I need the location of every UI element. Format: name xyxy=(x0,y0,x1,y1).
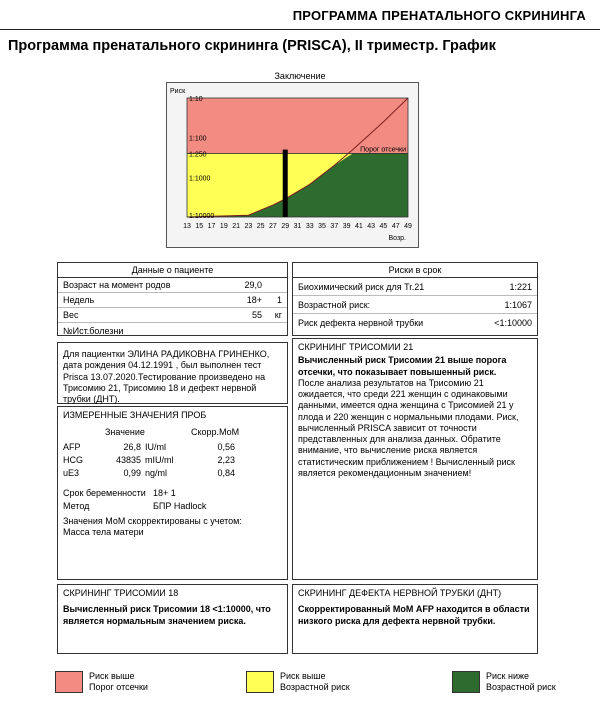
band-above-cutoff xyxy=(187,98,408,153)
method-value: БПР Hadlock xyxy=(153,500,207,511)
col-value-header: Значение xyxy=(105,427,145,438)
analyte-unit: IU/ml xyxy=(145,441,166,452)
cutoff-label: Порог отсечки xyxy=(360,146,406,154)
trisomy21-title: СКРИНИНГ ТРИСОМИИ 21 xyxy=(298,342,414,352)
y-tick-label: 1:10 xyxy=(189,96,203,103)
risk-row-label: Риск дефекта нервной трубки xyxy=(298,318,424,329)
x-tick-label: 49 xyxy=(404,223,412,230)
legend-swatch-high-cutoff xyxy=(55,671,83,693)
x-tick-label: 27 xyxy=(269,223,277,230)
patient-row-label: Вес xyxy=(63,310,79,321)
x-tick-label: 39 xyxy=(342,223,351,230)
patient-row-unit: кг xyxy=(274,310,282,321)
analyte-name: HCG xyxy=(63,454,83,465)
patient-row xyxy=(58,308,287,323)
x-tick-label: 25 xyxy=(256,223,265,230)
patient-data-panel xyxy=(57,262,288,336)
risk-row-value: 1:1067 xyxy=(504,299,532,310)
measured-row xyxy=(58,454,287,467)
patient-data-title: Данные о пациенте xyxy=(58,263,287,278)
ntd-conclusion: Скорректированный МоМ AFP находится в области низкого риска для дефекта нервной трубки. xyxy=(298,604,530,626)
analyte-value: 0,99 xyxy=(123,468,141,478)
risk-row-value: <1:10000 xyxy=(494,318,532,329)
legend-label-high-cutoff: Риск выше Порог отсечки xyxy=(89,671,148,693)
patient-row xyxy=(58,293,287,308)
method-row xyxy=(58,500,287,512)
y-tick-label: 1:250 xyxy=(189,151,207,159)
ga-label: Срок беременности xyxy=(63,488,146,499)
measured-row xyxy=(58,467,287,480)
chart-title: Заключение xyxy=(274,71,326,81)
legend-label-below-age-risk: Риск ниже Возрастной риск xyxy=(486,671,556,693)
risk-row-label: Биохимический риск для Tr.21 xyxy=(298,281,425,292)
patient-row xyxy=(58,278,287,293)
legend-swatch-below-age-risk xyxy=(452,671,480,693)
x-tick-label: 31 xyxy=(293,223,302,230)
risk-row-label: Возрастной риск: xyxy=(298,299,371,310)
x-tick-label: 15 xyxy=(195,223,204,230)
y-tick-label: 1:100 xyxy=(189,135,207,143)
analyte-mom: 0,56 xyxy=(217,441,235,452)
risk-row xyxy=(293,314,537,332)
x-tick-label: 45 xyxy=(379,223,388,230)
patient-row-value: 55 xyxy=(251,310,262,321)
mom-correction-note: Значения МоМ скорректированы с учетом: Масса тела матери xyxy=(63,515,242,537)
risk-row-value: 1:221 xyxy=(509,281,532,292)
y-tick-label: 1:1000 xyxy=(189,175,211,183)
analyte-value: 26,8 xyxy=(123,441,141,452)
risk-row xyxy=(293,278,537,296)
patient-row-unit: 1 xyxy=(276,295,282,306)
trisomy18-conclusion: Вычисленный риск Трисомии 18 <1:10000, что является нормальным значением риска. xyxy=(63,604,271,626)
measured-values-header xyxy=(58,425,287,440)
analyte-mom: 2,23 xyxy=(217,454,235,465)
y-axis-label: Риск xyxy=(170,88,186,95)
legend-label-above-age-risk: Риск выше Возрастной риск xyxy=(280,671,350,693)
patient-row-value: 29,0 xyxy=(244,280,262,291)
trisomy18-title: СКРИНИНГ ТРИСОМИИ 18 xyxy=(63,588,179,598)
measured-values-panel xyxy=(57,406,288,580)
patient-row xyxy=(58,323,287,338)
x-tick-label: 13 xyxy=(183,223,191,230)
measured-values-title: ИЗМЕРЕННЫЕ ЗНАЧЕНИЯ ПРОБ xyxy=(63,410,207,420)
risks-panel xyxy=(292,262,538,336)
patient-info-panel xyxy=(57,342,288,404)
page-title: Программа пренатального скрининга (PRISCA), II триместр. График xyxy=(8,38,496,54)
gestational-age-row xyxy=(58,480,287,499)
analyte-unit: ng/ml xyxy=(145,468,168,478)
x-tick-label: 17 xyxy=(207,223,216,230)
risk-chart xyxy=(166,82,419,248)
header-divider xyxy=(0,29,600,30)
method-label: Метод xyxy=(63,500,90,511)
ntd-title: СКРИНИНГ ДЕФЕКТА НЕРВНОЙ ТРУБКИ (ДНТ) xyxy=(298,588,502,598)
risks-title: Риски в срок xyxy=(293,263,537,278)
legend-swatch-above-age-risk xyxy=(246,671,274,693)
analyte-value: 43835 xyxy=(115,454,141,465)
x-tick-label: 43 xyxy=(367,223,376,230)
trisomy21-panel xyxy=(292,338,538,580)
x-axis-label: Возр. xyxy=(388,235,406,242)
risk-row xyxy=(293,296,537,314)
x-tick-label: 29 xyxy=(281,223,290,230)
x-tick-label: 23 xyxy=(244,223,253,230)
x-tick-label: 41 xyxy=(354,223,363,230)
x-tick-label: 37 xyxy=(330,223,339,230)
x-tick-label: 21 xyxy=(232,223,241,230)
analyte-unit: mIU/ml xyxy=(145,454,174,465)
analyte-name: uE3 xyxy=(63,468,80,478)
x-tick-label: 33 xyxy=(305,223,314,230)
analyte-name: AFP xyxy=(63,441,81,452)
analyte-mom: 0,84 xyxy=(217,468,235,478)
patient-row-label: №Ист.болезни xyxy=(63,325,124,336)
patient-row-value: 18+ xyxy=(246,295,262,306)
program-title: ПРОГРАММА ПРЕНАТАЛЬНОГО СКРИНИНГА xyxy=(292,8,586,23)
trisomy21-conclusion: Вычисленный риск Трисомии 21 выше порога отсечки, что показывает повышенный риск. xyxy=(298,355,507,377)
patient-row-label: Недель xyxy=(63,295,95,306)
ntd-panel xyxy=(292,584,538,654)
measured-row xyxy=(58,441,287,454)
x-tick-label: 35 xyxy=(318,223,326,230)
trisomy18-panel xyxy=(57,584,288,654)
y-tick-label: 1:10000 xyxy=(189,213,215,220)
patient-marker xyxy=(283,150,288,217)
trisomy21-body: После анализа результатов на Трисомию 21 ожидается, что среди 221 женщин с одинаковыми данными, имеется одна женщина с Трисомией 21 у плода и 220 женщин с нормальными плодами. Риск, вычисленный PRISCA зависит от точности представленных для анализа данных. Обратите внимание, что вычисление риска является статистическим приближением ! Вычисленный риск является рекомендационным значением! xyxy=(298,377,519,478)
patient-info-text: Для пациентки ЭЛИНА РАДИКОВНА ГРИНЕНКО, дата рождения 04.12.1991 , был выполнен тест Prisca 13.07.2020.Тестирование произведено на Трисомию 21, Трисомию 18 и дефект нервной трубки (ДНТ). xyxy=(63,349,270,404)
col-mom-header: Скорр.МоМ xyxy=(191,427,240,438)
patient-row-label: Возраст на момент родов xyxy=(63,280,171,291)
x-tick-label: 47 xyxy=(391,223,400,230)
ga-value: 18+ 1 xyxy=(153,488,176,499)
x-tick-label: 19 xyxy=(219,223,228,230)
